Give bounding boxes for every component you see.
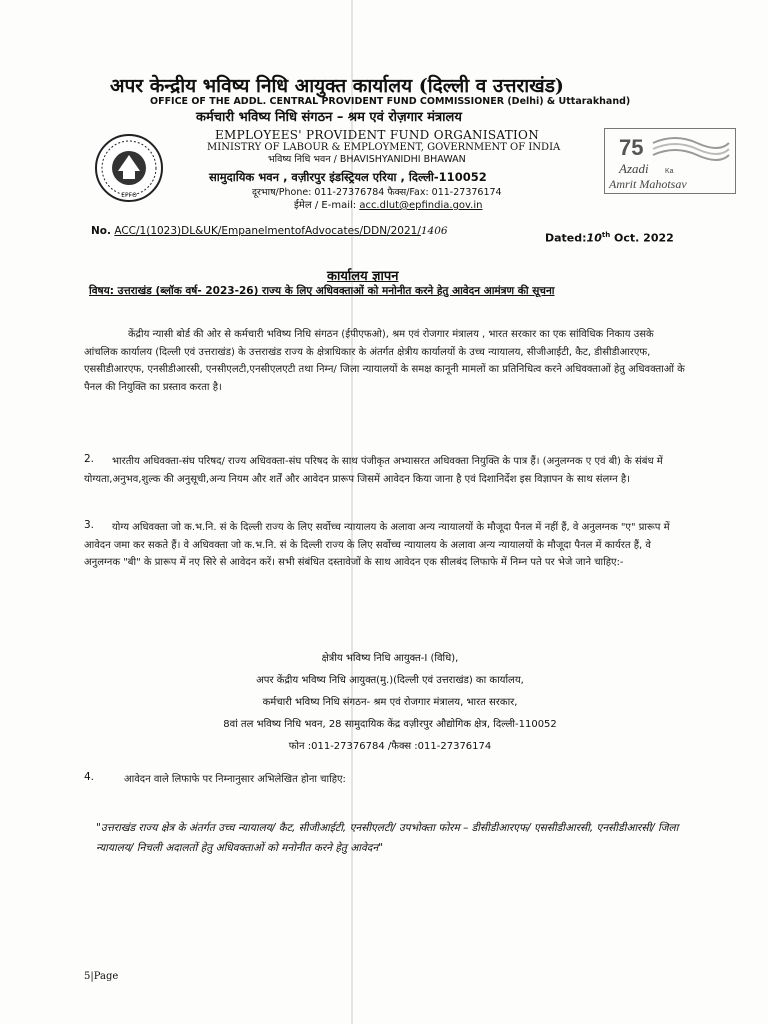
email-label: ईमेल / E-mail: xyxy=(294,200,360,211)
office-title-english: OFFICE OF THE ADDL. CENTRAL PROVIDENT FUND COMMISSIONER (Delhi) & Uttarakhand) xyxy=(150,96,631,107)
paragraph-2-number: 2. xyxy=(84,453,95,465)
address-line: 8वां तल भविष्य निधि भवन, 28 सामुदायिक केंद्र वज़ीरपुर औद्योगिक क्षेत्र, दिल्ली-110052 xyxy=(223,719,557,730)
organisation-english: EMPLOYEES' PROVIDENT FUND ORGANISATION xyxy=(215,128,539,142)
memo-subject: विषय: उत्तराखंड (ब्लॉक वर्ष- 2023-26) राज्य के लिए अधिवक्ताओं को मनोनीत करने हेतु आवेदन आमंत्रण की सूचना xyxy=(89,285,555,297)
reference-code: ACC/1(1023)DL&UK/EmpanelmentofAdvocates/DDN/2021/ xyxy=(114,225,421,237)
envelope-superscription: "उत्तराखंड राज्य क्षेत्र के अंतर्गत उच्च न्यायालय/ कैट, सीजीआईटी, एनसीएलटी/ उपभोक्ता फोरम – डीसीडीआरएफ/ एससीडीआरसी, एनसीडीआरसी/ जिला न्यायालय/ निचली अदालतों हेतु अधिवक्ताओं को मनोनीत करने हेतु आवेदन" xyxy=(96,822,679,854)
office-title-hindi: अपर केन्द्रीय भविष्य निधि आयुक्त कार्यालय (दिल्ली व उत्तराखंड) xyxy=(110,75,564,97)
memo-title: कार्यालय ज्ञापन xyxy=(327,269,399,284)
address-line: अपर केंद्रीय भविष्य निधि आयुक्त(मु.)(दिल्ली एवं उत्तराखंड) का कार्यालय, xyxy=(256,675,524,686)
ministry-english: MINISTRY OF LABOUR & EMPLOYMENT, GOVERNMENT OF INDIA xyxy=(207,142,561,153)
address-line: क्षेत्रीय भविष्य निधि आयुक्त-I (विधि), xyxy=(321,653,459,664)
paragraph-3: योग्य अधिवक्ता जो क.भ.नि. सं के दिल्ली राज्य के लिए सर्वोच्च न्यायालय के अलावा अन्य न्यायालयों के मौजूदा पैनल में नहीं हैं, वे अनुलग्नक "ए" प्रारूप में आवेदन जमा कर सकते हैं। वे अधिवक्ता जो क.भ.नि. सं के दिल्ली राज्य के लिए सर्वोच्च न्यायालय के अलावा अन्य न्यायालयों के मौजूदा पैनल में कार्यरत हैं, वे अनुलग्नक "बी" के प्रारूप में नए सिरे से आवेदन करें। सभी संबंधित दस्तावेजों के साथ आवेदन एक सीलबंद लिफाफे में निम्न पते पर भेजे जाने चाहिए:- xyxy=(84,522,670,568)
paragraph-1: केंद्रीय न्यासी बोर्ड की ओर से कर्मचारी भविष्य निधि संगठन (ईपीएफओ), श्रम एवं रोजगार मंत्रालय , भारत सरकार का एक सांविधिक निकाय उसके आंचलिक कार्यालय (दिल्ली एवं उत्तराखंड) के उत्तराखंड राज्य के क्षेत्राधिकार के अंतर्गत क्षेत्रीय कार्यालयों के उच्च न्यायालय, सीजीआईटी, कैट, डीसीडीआरएफ, एससीडीआरएफ, एनसीडीआरसी, एनसीएलटी,एनसीएलएटी तथा निम्न/ जिला न्यायालयों के समक्ष कानूनी मामलों का प्रतिनिधित्व करने अधिवक्ताओं हेतु अधिवक्ताओं के पैनल की नियुक्ति का प्रस्ताव करता है। xyxy=(84,329,685,393)
reference-prefix: No. xyxy=(91,225,111,237)
azadi-logo-ka: Ka xyxy=(665,168,674,175)
office-address: सामुदायिक भवन , वज़ीरपुर इंडस्ट्रियल एरिया , दिल्ली-110052 xyxy=(209,170,487,184)
page-number: 5|Page xyxy=(84,971,119,982)
address-line: कर्मचारी भविष्य निधि संगठन- श्रम एवं रोजगार मंत्रालय, भारत सरकार, xyxy=(262,697,518,708)
paragraph-4: आवेदन वाले लिफाफे पर निम्नानुसार अभिलेखित होना चाहिए: xyxy=(124,774,346,785)
azadi-ka-amrit-mahotsav-logo xyxy=(604,128,736,194)
organisation-hindi: कर्मचारी भविष्य निधि संगठन – श्रम एवं रोज़गार मंत्रालय xyxy=(196,110,462,125)
epfo-logo-icon xyxy=(94,133,164,203)
postal-address-block xyxy=(180,648,600,758)
office-email xyxy=(294,197,482,211)
paragraph-2: भारतीय अधिवक्ता-संघ परिषद/ राज्य अधिवक्ता-संघ परिषद के साथ पंजीकृत अभ्यासरत अधिवक्ता नियुक्ति के पात्र हैं। (अनुलग्नक ए एवं बी) के संबंध में योग्यता,अनुभव,शुल्क की अनुसूची,अन्य नियम और शर्तें और आवेदन प्रारूप जिसमें आवेदन किया जाना है एवं दिशानिर्देश इस विज्ञापन के साथ संलग्न है। xyxy=(84,456,663,485)
paragraph-3-number: 3. xyxy=(84,519,95,531)
paragraph-4-number: 4. xyxy=(84,771,95,783)
dated-label: Dated: xyxy=(545,231,587,245)
azadi-logo-line1: Azadi xyxy=(619,161,649,176)
azadi-logo-line2: Amrit Mahotsav xyxy=(609,177,687,191)
email-link[interactable]: acc.dlut@epfindia.gov.in xyxy=(359,200,483,211)
dated-month-year: Oct. 2022 xyxy=(610,231,674,245)
dated xyxy=(545,231,674,245)
dated-day: 10 xyxy=(586,231,602,245)
dated-day-suffix: th xyxy=(601,231,611,239)
bhawan-name: भविष्य निधि भवन / BHAVISHYANIDHI BHAWAN xyxy=(268,154,466,165)
reference-number xyxy=(91,225,448,237)
office-phone-fax: दूरभाष/Phone: 011-27376784 फैक्स/Fax: 011-27376174 xyxy=(252,187,502,198)
epfo-logo-text: EPFO xyxy=(121,192,137,199)
handwritten-dispatch-number: 1406 xyxy=(420,225,448,237)
azadi-logo-number: 75 xyxy=(619,135,644,160)
address-line: फोन :011-27376784 /फैक्स :011-27376174 xyxy=(288,741,492,752)
